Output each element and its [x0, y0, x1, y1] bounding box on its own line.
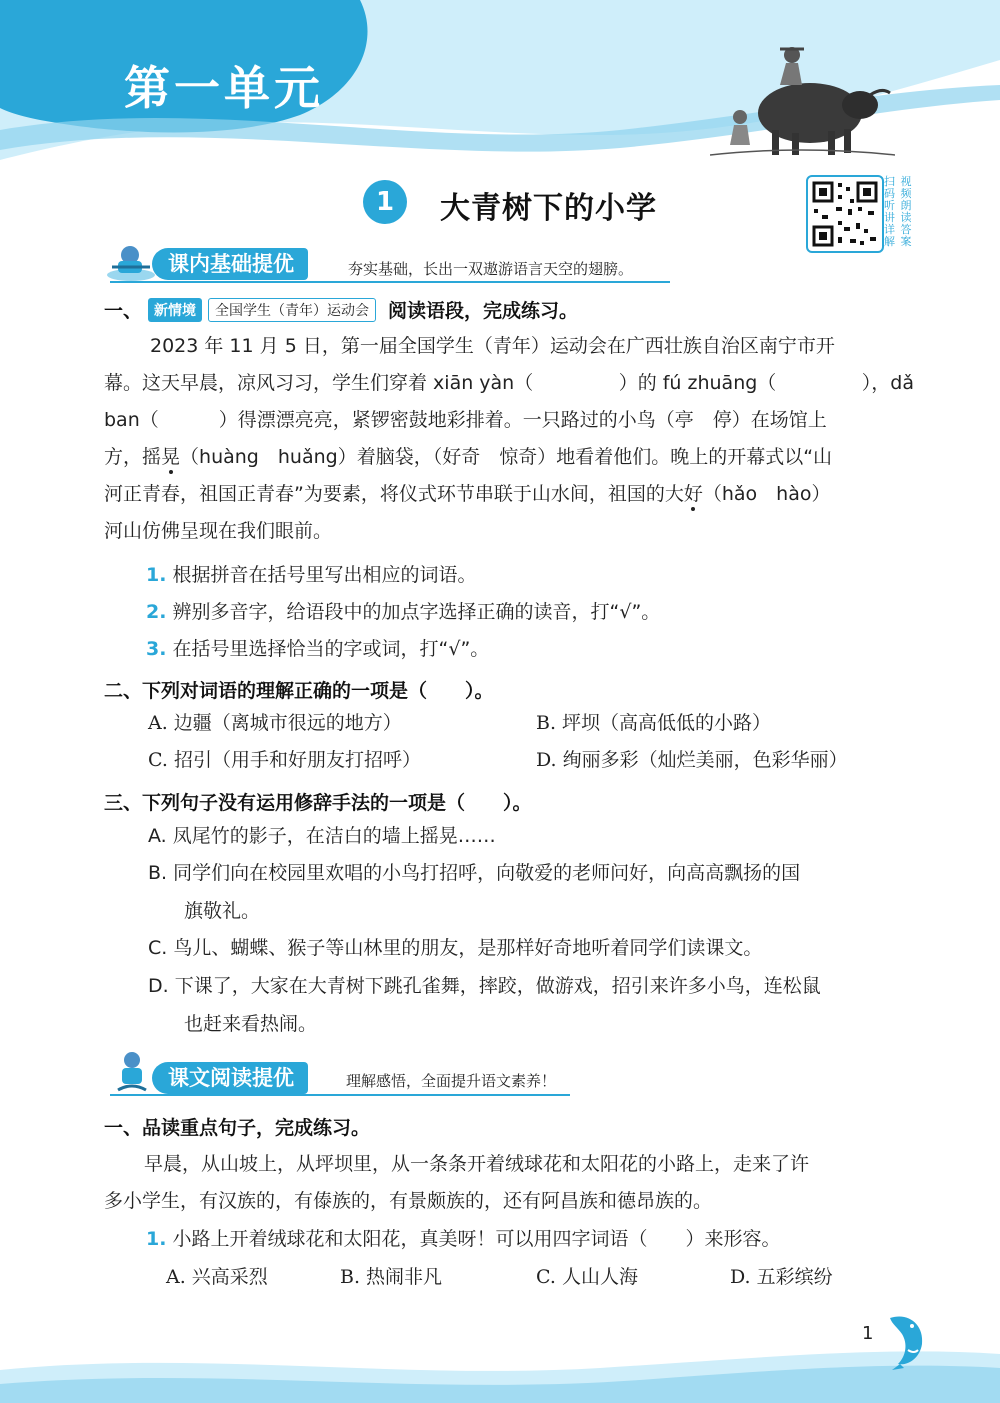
section-basics-label: 课内基础提优	[152, 248, 308, 280]
passage-text: 2023 年 11 月 5 日，第一届全国学生（青年）运动会在广西壮族自治区南宁市开	[150, 335, 835, 357]
answer-blank[interactable]	[546, 365, 606, 402]
divider	[110, 281, 670, 283]
option-b[interactable]: B. 热闹非凡	[340, 1266, 443, 1288]
option-d[interactable]: D. 绚丽多彩（灿烂美丽，色彩华丽）	[536, 749, 848, 771]
page-number: 1	[862, 1323, 874, 1344]
option-a[interactable]: A. 边疆（离城市很远的地方）	[148, 712, 402, 734]
reader-mascot-icon	[108, 1050, 156, 1094]
sub-question-number: 3.	[146, 638, 167, 660]
reading-passage	[104, 328, 914, 550]
option-d[interactable]: D. 五彩缤纷	[730, 1266, 833, 1288]
context-tag: 全国学生（青年）运动会	[208, 298, 376, 322]
divider	[110, 1094, 570, 1096]
qr-caption-line: 详解	[884, 223, 895, 248]
question-3-stem: 三、下列句子没有运用修辞手法的一项是（ ）。	[104, 792, 532, 814]
buffalo-illustration-icon	[710, 35, 895, 160]
qr-code-icon[interactable]	[806, 175, 884, 253]
sub-question-text: 根据拼音在括号里写出相应的词语。	[172, 564, 477, 586]
sub-question	[146, 594, 660, 631]
passage-line	[104, 513, 914, 550]
passage-text: 幕。这天早晨，凉风习习，学生们穿着 xiān yàn（	[104, 372, 534, 394]
dotted-character: 晃	[161, 446, 181, 468]
passage-text: 方，摇	[104, 446, 162, 468]
reading-question-stem: 一、品读重点句子，完成练习。	[104, 1117, 371, 1139]
passage-text: （huàng huǎng）着脑袋，（好奇 惊奇）地看着他们。晚上的开幕式以“山	[180, 446, 833, 468]
option-b[interactable]: B. 坪坝（高高低低的小路）	[536, 712, 772, 734]
section-reading-label: 课文阅读提优	[152, 1062, 308, 1094]
passage-line	[104, 1183, 914, 1220]
qr-caption-line: 视频	[900, 175, 912, 200]
option-b[interactable]: B. 同学们向在校园里欢唱的小鸟打招呼，向敬爱的老师问好，向高高飘扬的国	[148, 862, 801, 884]
sub-question	[146, 1221, 781, 1258]
qr-caption-line: 答案	[900, 223, 912, 248]
reading-passage	[104, 1146, 914, 1220]
question-2-stem: 二、下列对词语的理解正确的一项是（ ）。	[104, 680, 494, 702]
option-b-continued: 旗敬礼。	[184, 900, 261, 922]
question-instruction: 阅读语段，完成练习。	[388, 300, 579, 322]
passage-text: 河山仿佛呈现在我们眼前。	[104, 520, 333, 542]
passage-text: ban（	[104, 409, 159, 431]
student-mascot-icon	[104, 243, 158, 283]
passage-line	[104, 402, 914, 439]
passage-line	[104, 328, 914, 365]
sub-question-text: 在括号里选择恰当的字或词，打“√”。	[172, 638, 490, 660]
sub-question-number: 2.	[146, 601, 167, 623]
sub-question	[146, 557, 660, 594]
sub-questions	[146, 557, 660, 668]
passage-text: 河正青春，祖国正青春”为要素，将仪式环节串联于山水间，祖国的大	[104, 483, 684, 505]
passage-line	[104, 1146, 914, 1183]
sub-question-text: 小路上开着绒球花和太阳花，真美呀！可以用四字词语（ ）来形容。	[172, 1228, 781, 1250]
question-1-heading	[104, 296, 578, 323]
qr-caption	[884, 176, 914, 248]
dolphin-icon	[878, 1310, 934, 1372]
lesson-number-badge: 1	[363, 180, 407, 224]
section-reading-subtitle: 理解感悟，全面提升语文素养！	[346, 1072, 557, 1090]
passage-text: （hǎo hào）	[702, 483, 831, 505]
section-basics-subtitle: 夯实基础，长出一双遨游语言天空的翅膀。	[348, 260, 634, 278]
option-c[interactable]: C. 鸟儿、蝴蝶、猴子等山林里的朋友，是那样好奇地听着同学们读课文。	[148, 937, 763, 959]
passage-text: ），dǎ	[861, 372, 914, 394]
option-c[interactable]: C. 人山人海	[536, 1266, 638, 1288]
qr-caption-line: 听讲	[884, 199, 895, 224]
unit-title: 第一单元	[124, 61, 324, 115]
new-context-tag: 新情境	[148, 298, 202, 322]
sub-question-number: 1.	[146, 1228, 167, 1250]
question-number: 一、	[104, 300, 143, 322]
passage-text: 早晨，从山坡上，从坪坝里，从一条条开着绒球花和太阳花的小路上，走来了许	[144, 1153, 810, 1175]
passage-text: 多小学生，有汉族的，有傣族的，有景颇族的，还有阿昌族和德昂族的。	[104, 1190, 713, 1212]
option-d-continued: 也赶来看热闹。	[184, 1013, 318, 1035]
qr-caption-line: 扫码	[884, 175, 895, 200]
option-c[interactable]: C. 招引（用手和好朋友打招呼）	[148, 749, 421, 771]
sub-question-number: 1.	[146, 564, 167, 586]
sub-question-text: 辨别多音字，给语段中的加点字选择正确的读音，打“√”。	[172, 601, 661, 623]
passage-line	[104, 365, 914, 402]
option-d[interactable]: D. 下课了，大家在大青树下跳孔雀舞，摔跤，做游戏，招引来许多小鸟，连松鼠	[148, 975, 821, 997]
lesson-title: 大青树下的小学	[440, 191, 657, 226]
qr-caption-line: 朗读	[900, 199, 912, 224]
passage-line	[104, 439, 914, 476]
footer-wave-background	[0, 1340, 1000, 1403]
passage-text: ）得漂漂亮亮，紧锣密鼓地彩排着。一只路过的小鸟（亭 停）在场馆上	[218, 409, 827, 431]
answer-blank[interactable]	[789, 365, 849, 402]
sub-question	[146, 631, 660, 668]
passage-text: ）的 fú zhuāng（	[618, 372, 777, 394]
option-a[interactable]: A. 凤尾竹的影子，在洁白的墙上摇晃……	[148, 825, 496, 847]
dotted-character: 好	[683, 483, 703, 505]
passage-line	[104, 476, 914, 513]
option-a[interactable]: A. 兴高采烈	[166, 1266, 268, 1288]
